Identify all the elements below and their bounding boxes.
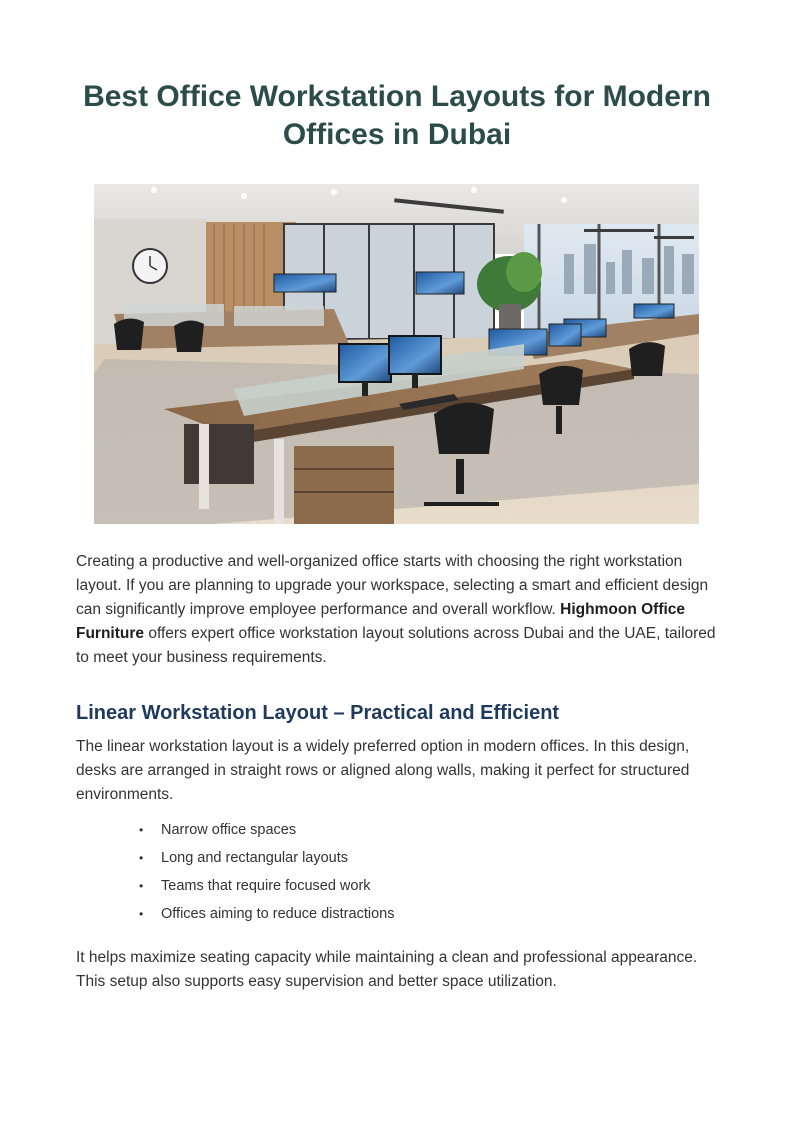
list-item-text: Teams that require focused work <box>161 878 371 894</box>
bullet-icon: • <box>139 879 144 893</box>
bullet-icon: • <box>139 907 144 921</box>
closing-paragraph: It helps maximize seating capacity while maintaining a clean and professional appearance. This setup also supports easy supervision and better space utilization. <box>76 949 698 990</box>
section-paragraph: The linear workstation layout is a widely preferred option in modern offices. In this design, desks are arranged in straight rows or aligned along walls, making it perfect for structured environments. <box>76 738 690 803</box>
list-item-text: Offices aiming to reduce distractions <box>161 906 395 922</box>
brand-name: Highmoon Office Furniture <box>76 601 686 642</box>
list-item <box>139 902 394 930</box>
bullet-icon: • <box>139 823 144 837</box>
list-item <box>139 818 394 846</box>
section-heading: Linear Workstation Layout – Practical and Efficient <box>76 702 560 724</box>
intro-paragraph <box>76 550 716 670</box>
list-item <box>139 846 394 874</box>
office-workstation-photo <box>94 184 699 524</box>
intro-text-end: offers expert office workstation layout solutions across Dubai and the UAE, tailored to meet your business requirements. <box>76 625 716 666</box>
page-title: Best Office Workstation Layouts for Modern Offices in Dubai <box>83 80 711 151</box>
bullet-icon: • <box>139 851 144 865</box>
list-item-text: Narrow office spaces <box>161 822 297 838</box>
list-item-text: Long and rectangular layouts <box>161 850 349 866</box>
intro-text-start: Creating a productive and well-organized office starts with choosing the right workstation layout. If you are planning to upgrade your workspace, selecting a smart and efficient design can significantly improve employee performance and overall workflow. <box>76 553 709 618</box>
list-item <box>139 874 394 902</box>
bullet-list <box>139 818 394 930</box>
